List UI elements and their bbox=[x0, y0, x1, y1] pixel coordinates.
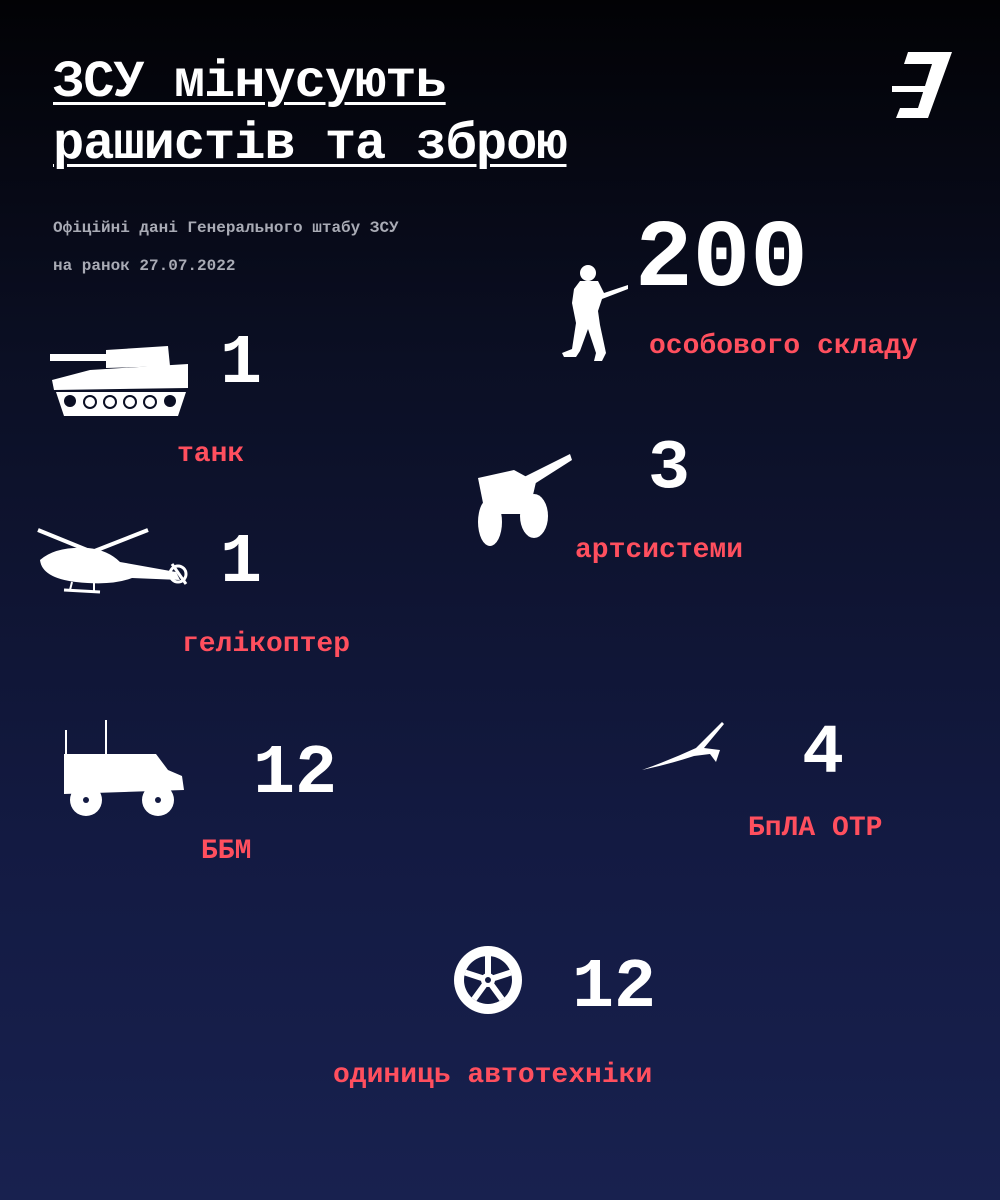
uav-count: 4 bbox=[802, 715, 845, 794]
armored-vehicle-icon bbox=[60, 720, 186, 818]
tank-label: танк bbox=[177, 439, 245, 470]
soldier-icon bbox=[558, 263, 630, 363]
vehicles-label: одиниць автотехніки bbox=[333, 1060, 653, 1091]
uav-label: БпЛА ОТР bbox=[748, 813, 883, 844]
tank-count: 1 bbox=[220, 325, 263, 404]
howitzer-icon bbox=[470, 452, 574, 548]
tank-icon bbox=[50, 344, 190, 418]
helicopter-icon bbox=[36, 524, 190, 598]
drone-icon bbox=[640, 720, 726, 774]
personnel-label: особового складу bbox=[649, 331, 918, 362]
apv-label: ББМ bbox=[201, 836, 252, 867]
title-line-2: рашистів та зброю bbox=[53, 115, 567, 174]
helicopter-count: 1 bbox=[220, 524, 263, 603]
artillery-count: 3 bbox=[648, 430, 691, 509]
page-title bbox=[53, 52, 567, 176]
artillery-label: артсистеми bbox=[575, 535, 744, 566]
z-logo-icon bbox=[888, 46, 958, 126]
vehicles-count: 12 bbox=[572, 949, 657, 1028]
personnel-count: 200 bbox=[635, 205, 808, 314]
title-line-1: ЗСУ мінусують bbox=[53, 53, 446, 112]
date-text: на ранок 27.07.2022 bbox=[53, 257, 236, 275]
apv-count: 12 bbox=[253, 735, 338, 814]
source-text: Офіційні дані Генерального штабу ЗСУ bbox=[53, 219, 399, 237]
helicopter-label: гелікоптер bbox=[182, 629, 351, 660]
wheel-icon bbox=[452, 944, 524, 1016]
